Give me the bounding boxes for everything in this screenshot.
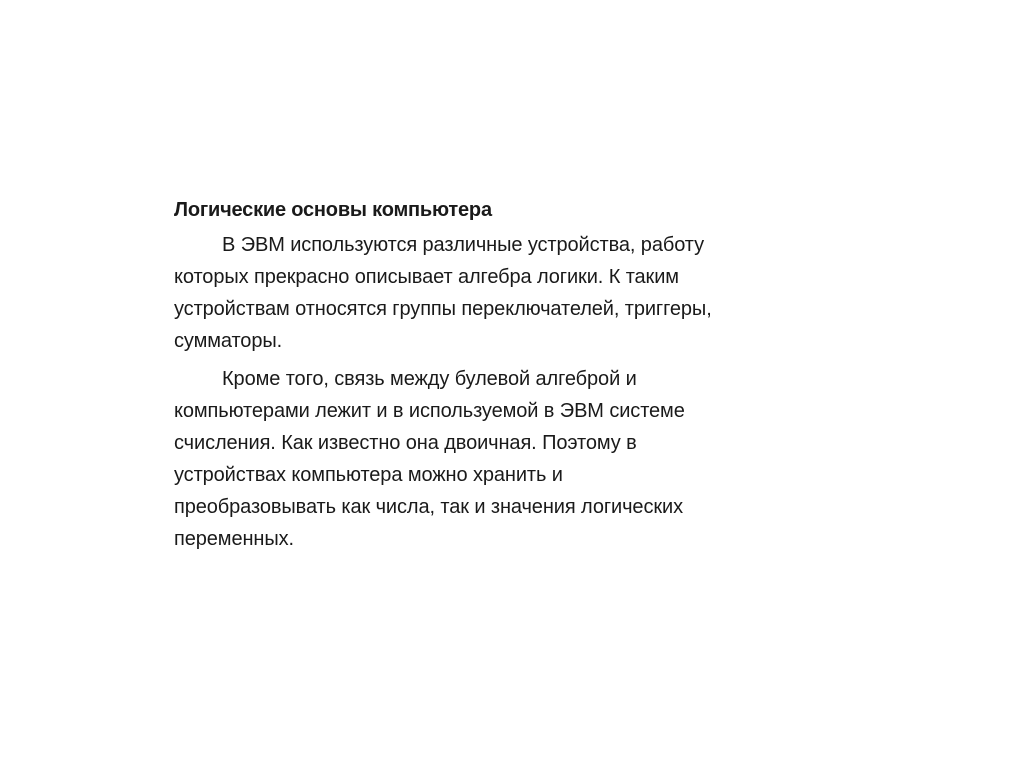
paragraph-2-line-5: преобразовывать как числа, так и значения логических	[174, 496, 683, 518]
paragraph-2-line-3: счисления. Как известно она двоичная. Поэтому в	[174, 432, 637, 454]
paragraph-1-line-2: которых прекрасно описывает алгебра логики. К таким	[174, 266, 679, 288]
paragraph-1	[174, 229, 814, 357]
paragraph-2-line-2: компьютерами лежит и в используемой в ЭВМ системе	[174, 400, 685, 422]
paragraph-1-line-4: сумматоры.	[174, 330, 283, 352]
paragraph-2-line-4: устройствах компьютера можно хранить и	[174, 464, 563, 486]
slide-content	[174, 195, 814, 561]
paragraph-2	[174, 363, 814, 555]
paragraph-1-line-1: В ЭВМ используются различные устройства, работу	[222, 234, 704, 256]
section-heading: Логические основы компьютера	[174, 199, 492, 221]
paragraph-1-line-3: устройствам относятся группы переключателей, триггеры,	[174, 298, 712, 320]
paragraph-2-line-6: переменных.	[174, 528, 294, 550]
paragraph-2-line-1: Кроме того, связь между булевой алгеброй и	[222, 368, 637, 390]
